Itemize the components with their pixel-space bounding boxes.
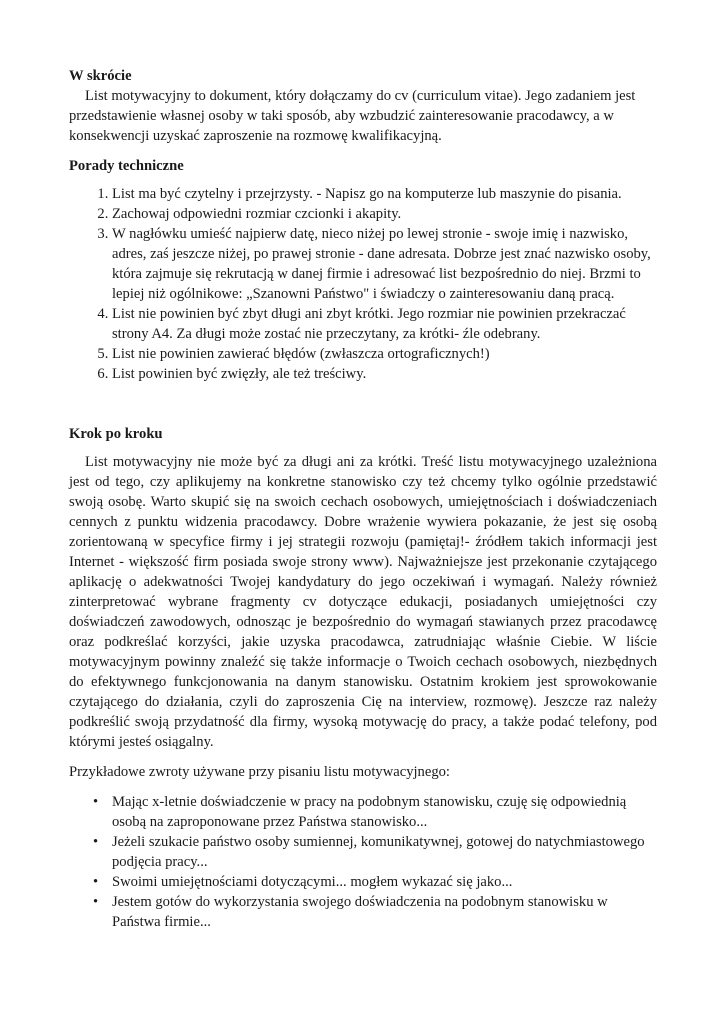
document-page [69,66,657,932]
section-heading-technical-tips: Porady techniczne [69,158,184,174]
list-item: 1. List ma być czytelny i przejrzysty. - Napisz go na komputerze lub maszynie do pisania. [112,184,657,204]
list-item: 2. Zachowaj odpowiedni rozmiar czcionki i akapity. [112,204,657,224]
list-item-text: Jestem gotów do wykorzystania swojego doświadczenia na podobnym stanowisku w Państwa firmie... [112,894,608,930]
list-item [93,792,657,832]
step-by-step-paragraph: List motywacyjny nie może być za długi ani za krótki. Treść listu motywacyjnego uzależniona jest od tego, czy aplikujemy na konkretne stanowisko czy też chcemy tylko ogólnie przedstawić swoją osobę. Warto skupić się na swoich cechach osobowych, umiejętnościach i doświadczeniach cennych z punktu widzenia pracodawcy. Dobre wrażenie wywiera pokazanie, że jest się osobą zorientowaną w specyfice firmy i jej strategii rozwoju (pamiętaj!- źródłem takich informacji jest Internet - większość firm posiada swoje strony www). Najważniejsze jest przekonanie czytającego aplikację o adekwatności Twojej kandydatury do jego oczekiwań i wymagań. Należy również zinterpretować wybrane fragmenty cv dotyczące edukacji, posiadanych umiejętności czy doświadczeń zawodowych, odnosząc je bezpośrednio do wymagań stawianych przez pracodawcę oraz podkreślać korzyści, jakie uzyska pracodawca, zatrudniając właśnie Ciebie. W liście motywacyjnym powinny znaleźć się także informacje o Twoich cechach osobowych, niezbędnych do efektywnego funkcjonowania na danym stanowisku. Ostatnim krokiem jest sprowokowanie czytającego do działania, czyli do zaproszenia Cię na interview, rozmowę). Jeszcze raz należy podkreślić swoją przydatność dla firmy, wysoką motywację do pracy, a także podać telefony, pod którymi jesteś osiągalny. [69,454,657,750]
section-heading-summary: W skrócie [69,68,132,84]
list-item [93,832,657,872]
list-item [93,892,657,932]
technical-tips-list [69,184,657,384]
list-item: 6. List powinien być zwięzły, ale też treściwy. [112,364,657,384]
list-item: 4. List nie powinien być zbyt długi ani zbyt krótki. Jego rozmiar nie powinien przekraczać strony A4. Za długi może zostać nie przeczytany, za krótki- źle odebrany. [112,304,657,344]
list-item [93,872,657,892]
phrases-intro: Przykładowe zwroty używane przy pisaniu listu motywacyjnego: [69,764,450,780]
summary-paragraph: List motywacyjny to dokument, który dołączamy do cv (curriculum vitae). Jego zadaniem jest przedstawienie własnej osoby w taki sposób, aby wzbudzić zainteresowanie pracodawcy, a w konsekwencji uzyskać zaproszenie na rozmowę kwalifikacyjną. [69,88,636,144]
bullet-icon: • [93,874,99,890]
list-item-text: Jeżeli szukacie państwo osoby sumiennej, komunikatywnej, gotowej do natychmiastowego podjęcia pracy... [112,834,645,870]
example-phrases-list [69,792,657,932]
bullet-icon: • [93,894,99,910]
bullet-icon: • [93,834,99,850]
list-item-text: Swoimi umiejętnościami dotyczącymi... mogłem wykazać się jako... [112,874,513,890]
section-heading-step-by-step: Krok po kroku [69,426,163,442]
list-item: 5. List nie powinien zawierać błędów (zwłaszcza ortograficznych!) [112,344,657,364]
list-item: 3. W nagłówku umieść najpierw datę, nieco niżej po lewej stronie - swoje imię i nazwisko, adres, zaś jeszcze niżej, po prawej stronie - dane adresata. Dobrze jest znać nazwisko osoby, która zajmuje się rekrutacją w danej firmie i adresować list bezpośrednio do niej. Brzmi to lepiej niż ogólnikowe: „Szanowni Państwo" i świadczy o zainteresowaniu daną pracą. [112,224,657,304]
bullet-icon: • [93,794,99,810]
list-item-text: Mając x-letnie doświadczenie w pracy na podobnym stanowisku, czuję się odpowiednią osobą na zaproponowane przez Państwa stanowisko... [112,794,627,830]
